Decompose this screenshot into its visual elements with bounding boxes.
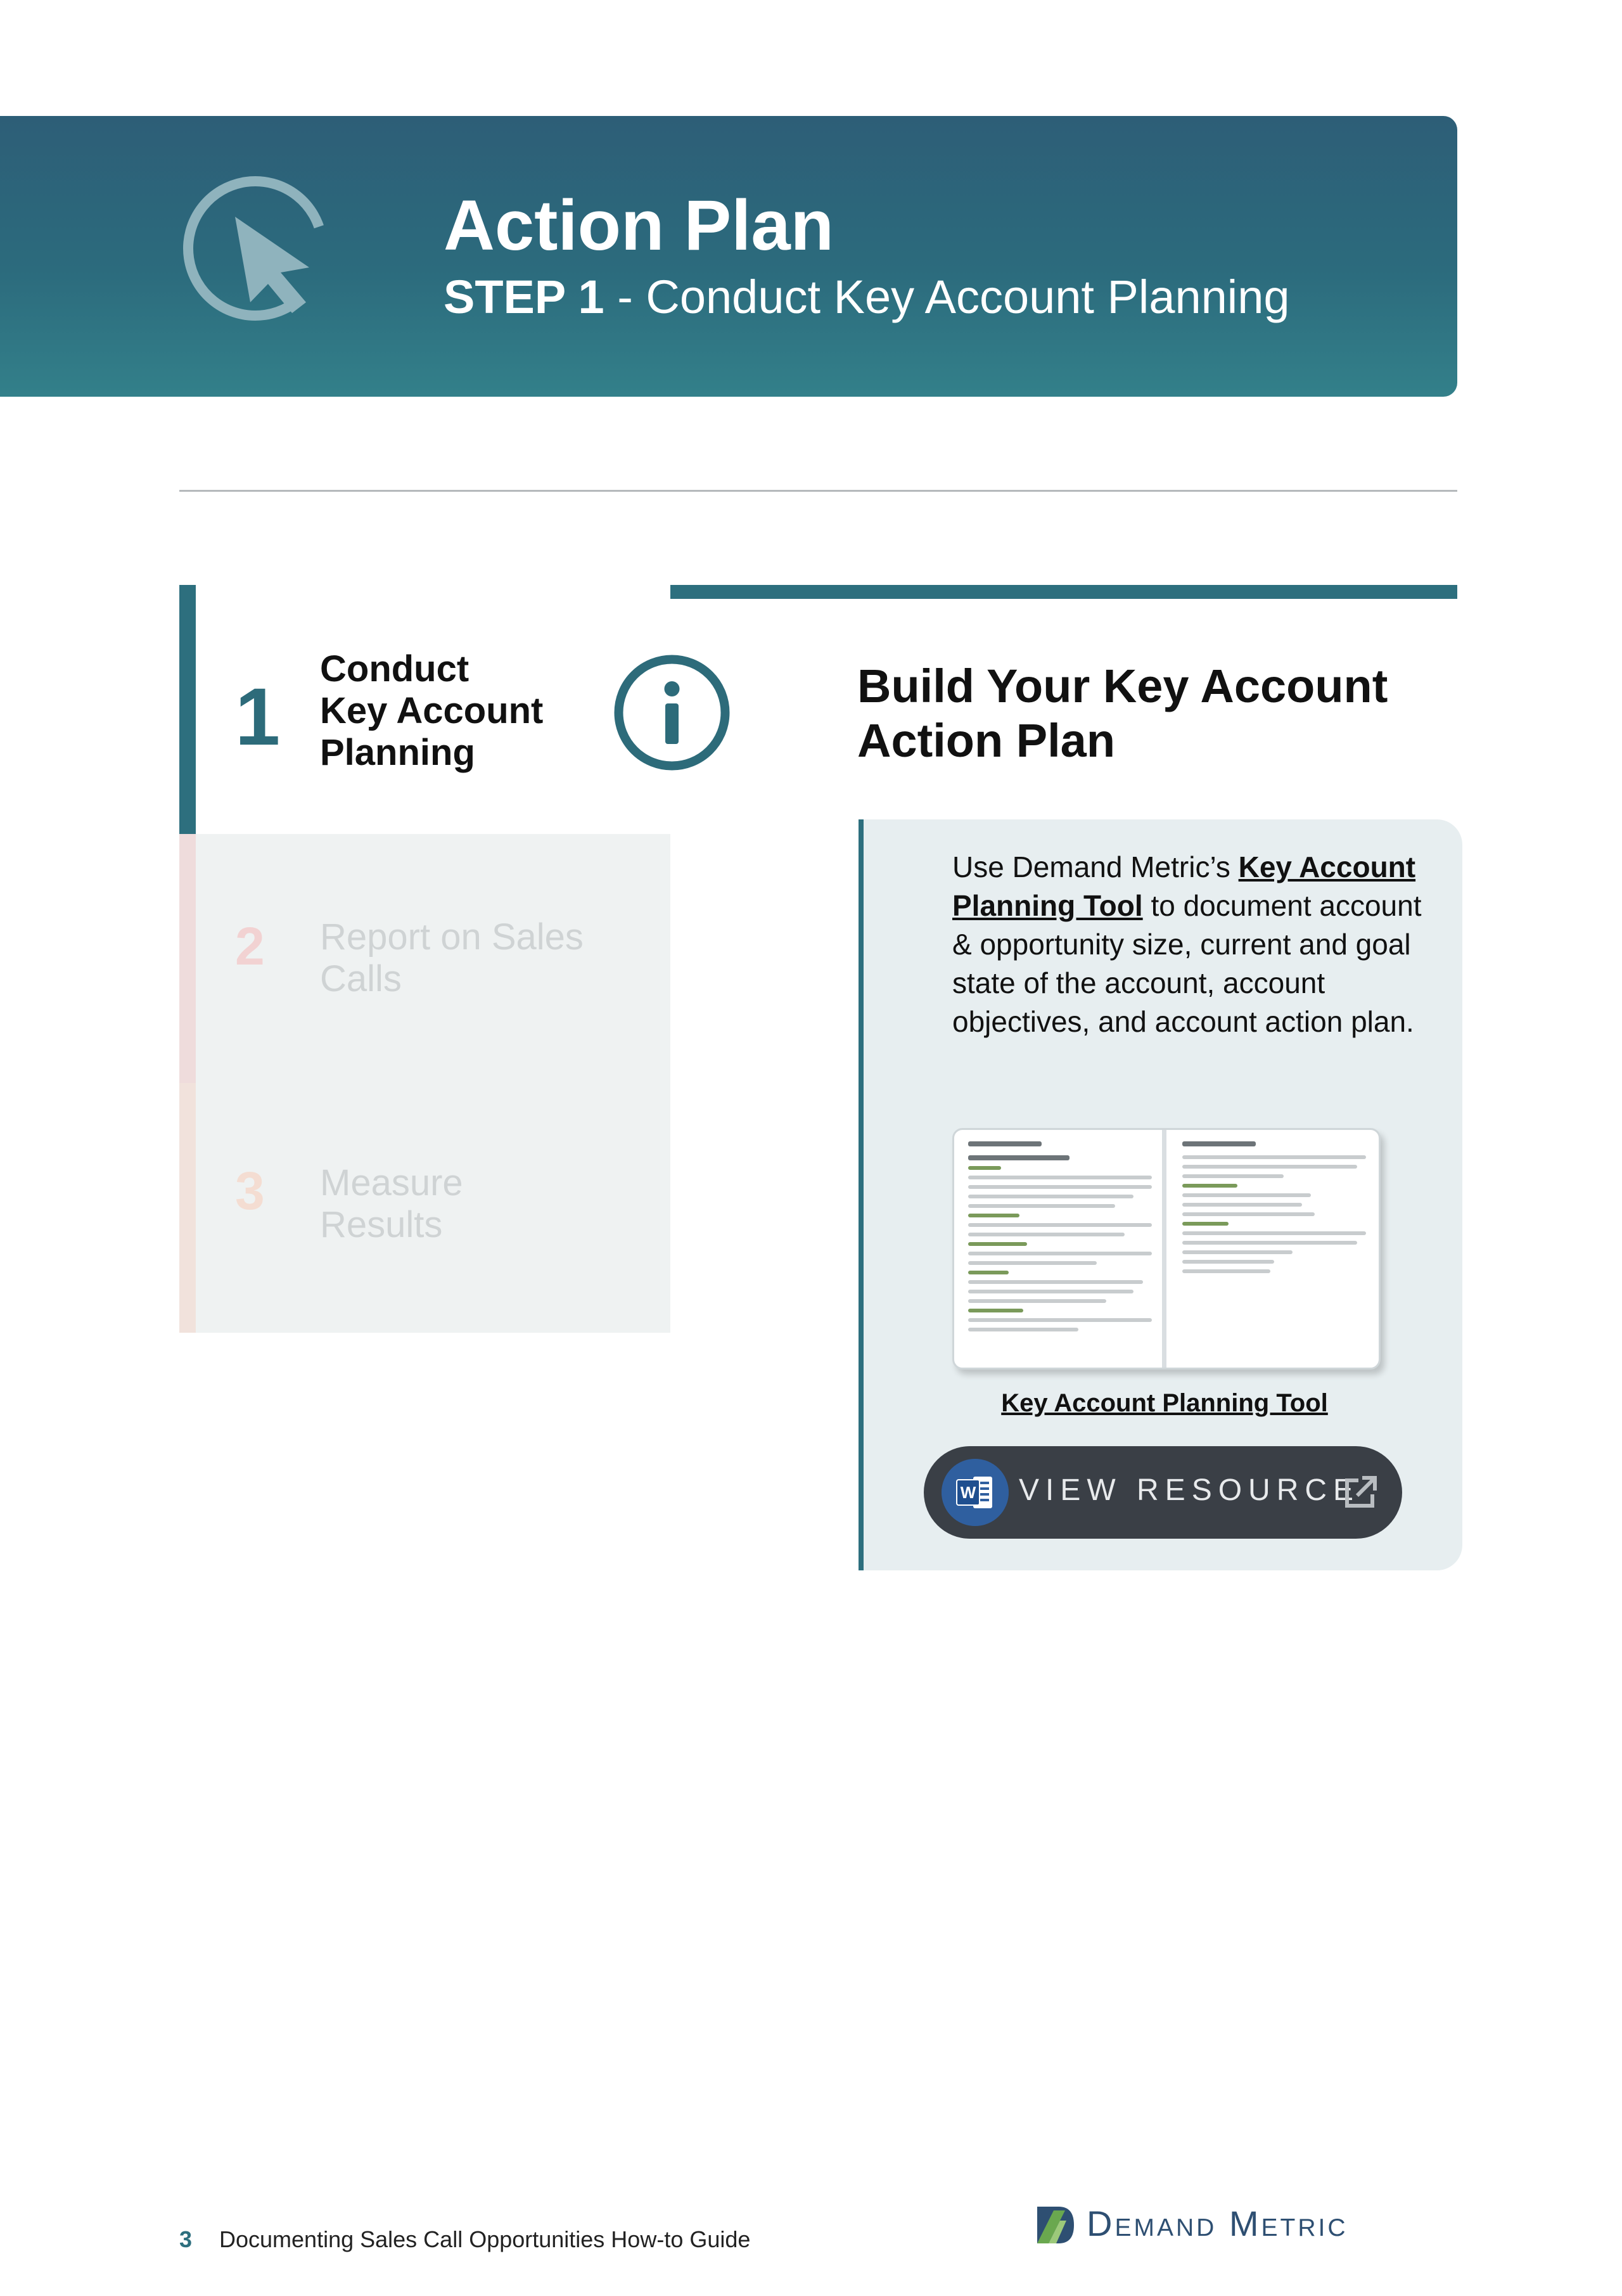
step-label [320, 1162, 463, 1246]
brand-logo-text: Demand Metric [1087, 2203, 1348, 2243]
step-number: 3 [235, 1161, 265, 1221]
content-accent-bar [670, 585, 1457, 599]
step-item-3[interactable] [179, 1083, 670, 1333]
description-text: Use Demand Metric’s [952, 850, 1239, 883]
view-resource-label: VIEW RESOURCE [1019, 1473, 1360, 1507]
step-number: 1 [235, 672, 281, 762]
svg-text:W: W [960, 1483, 976, 1502]
demand-metric-logo-icon [1035, 2204, 1076, 2246]
word-doc-icon [942, 1459, 1009, 1526]
step-prefix: STEP 1 [444, 271, 604, 323]
resource-link[interactable]: Key Account Planning Tool [1001, 1389, 1328, 1417]
step-label [320, 648, 543, 774]
resource-description [952, 848, 1427, 1041]
step-label-line: Conduct [320, 648, 469, 689]
thumbnail-divider [1162, 1130, 1166, 1368]
step-label-line: Report on Sales [320, 916, 584, 958]
footer-doc-title: Documenting Sales Call Opportunities How-to Guide [219, 2226, 751, 2252]
view-resource-button[interactable] [924, 1446, 1402, 1539]
thumbnail-page-2 [1182, 1141, 1366, 1279]
section-title-line: Build Your Key Account [857, 660, 1388, 712]
step-separator: - [604, 271, 646, 323]
section-title [857, 659, 1427, 768]
page-title: Action Plan [444, 186, 834, 265]
step-indicator-bar [179, 834, 196, 1083]
section-title-line: Action Plan [857, 714, 1116, 767]
step-indicator-bar [179, 1083, 196, 1333]
tool-link[interactable]: Key Account Planning Tool [952, 850, 1416, 922]
step-title: Conduct Key Account Planning [646, 271, 1290, 323]
divider [179, 490, 1457, 492]
step-label-line: Planning [320, 732, 475, 773]
step-label-line: Calls [320, 958, 402, 999]
step-item-2[interactable] [179, 834, 670, 1083]
step-item-1[interactable] [179, 585, 670, 834]
page-number: 3 [179, 2226, 193, 2252]
thumbnail-page-1 [968, 1141, 1152, 1337]
step-indicator-bar [179, 585, 196, 834]
step-nav [179, 585, 670, 1333]
step-subtitle [444, 271, 1290, 323]
info-icon[interactable] [613, 654, 731, 771]
step-label [320, 916, 584, 1000]
cursor-click-icon [179, 172, 344, 337]
step-label-line: Key Account [320, 690, 544, 731]
description-text: to document account & opportunity size, current and goal state of the account, account objectives, and account action plan. [952, 889, 1422, 1038]
step-label-line: Results [320, 1204, 443, 1245]
document-thumbnail[interactable] [952, 1128, 1381, 1369]
external-link-icon [1342, 1474, 1379, 1511]
step-number: 2 [235, 916, 265, 976]
step-label-line: Measure [320, 1162, 463, 1203]
